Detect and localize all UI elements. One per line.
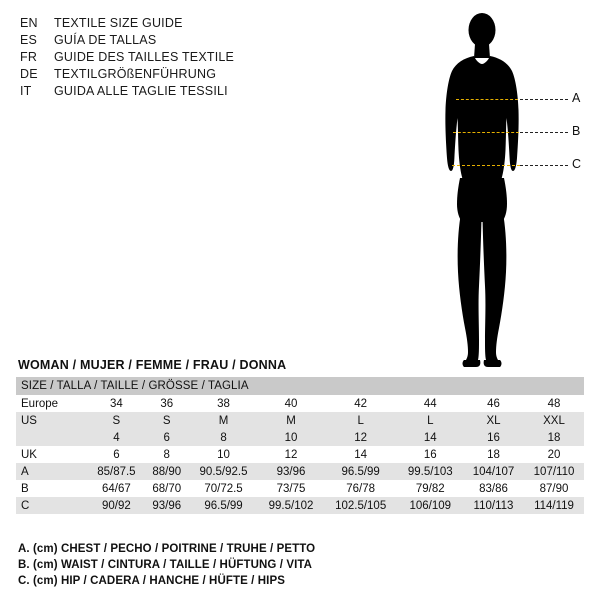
row-label-us-numeric	[16, 429, 88, 446]
language-header-block	[20, 16, 320, 101]
language-code-it: IT	[20, 84, 32, 98]
measure-label-b: B	[572, 124, 581, 138]
language-row-en	[20, 16, 320, 33]
cell: 48	[524, 395, 584, 412]
cell: 4	[88, 429, 145, 446]
cell: 10	[189, 446, 259, 463]
footnotes-block	[18, 541, 578, 589]
cell: 107/110	[524, 463, 584, 480]
footnote-a: A. (cm) CHEST / PECHO / POITRINE / TRUHE / PETTO	[18, 543, 316, 555]
cell: 73/75	[258, 480, 323, 497]
female-silhouette-icon	[400, 8, 590, 373]
language-row-fr	[20, 50, 320, 67]
table-row	[16, 412, 584, 429]
cell: 87/90	[524, 480, 584, 497]
table-row	[16, 497, 584, 514]
language-text-it: GUIDA ALLE TAGLIE TESSILI	[54, 84, 228, 98]
cell: 68/70	[145, 480, 189, 497]
cell: L	[324, 412, 398, 429]
cell: 88/90	[145, 463, 189, 480]
row-label-uk: UK	[16, 446, 88, 463]
measure-line-b-body	[453, 132, 519, 133]
language-text-de: TEXTILGRÖßENFÜHRUNG	[54, 67, 217, 81]
cell: L	[398, 412, 463, 429]
cell: 104/107	[463, 463, 524, 480]
cell: 83/86	[463, 480, 524, 497]
cell: 96.5/99	[189, 497, 259, 514]
size-table	[16, 377, 584, 514]
cell: S	[145, 412, 189, 429]
size-table-wrapper	[16, 377, 584, 514]
language-row-de	[20, 67, 320, 84]
row-label-a: A	[16, 463, 88, 480]
cell: 102.5/105	[324, 497, 398, 514]
measure-line-c-ext	[520, 165, 568, 166]
measure-line-c-body	[452, 165, 520, 166]
cell: 46	[463, 395, 524, 412]
table-header-cell: SIZE / TALLA / TAILLE / GRÖSSE / TAGLIA	[16, 377, 584, 395]
measure-line-a-body	[456, 99, 518, 100]
row-label-b: B	[16, 480, 88, 497]
cell: M	[258, 412, 323, 429]
language-text-es: GUÍA DE TALLAS	[54, 33, 157, 47]
measure-label-c: C	[572, 157, 582, 171]
cell: 6	[88, 446, 145, 463]
cell: 34	[88, 395, 145, 412]
body-figure	[400, 8, 590, 373]
cell: 90.5/92.5	[189, 463, 259, 480]
cell: 8	[189, 429, 259, 446]
cell: 18	[524, 429, 584, 446]
cell: 106/109	[398, 497, 463, 514]
language-code-es: ES	[20, 33, 38, 47]
cell: 76/78	[324, 480, 398, 497]
cell: 16	[398, 446, 463, 463]
row-label-c: C	[16, 497, 88, 514]
cell: 114/119	[524, 497, 584, 514]
cell: 85/87.5	[88, 463, 145, 480]
cell: XXL	[524, 412, 584, 429]
footnote-c: C. (cm) HIP / CADERA / HANCHE / HÜFTE / HIPS	[18, 575, 286, 587]
table-row	[16, 480, 584, 497]
cell: 38	[189, 395, 259, 412]
cell: 99.5/103	[398, 463, 463, 480]
section-title: WOMAN / MUJER / FEMME / FRAU / DONNA	[18, 358, 287, 372]
measure-line-a-ext	[520, 99, 568, 100]
language-code-en: EN	[20, 16, 38, 30]
footnote-b: B. (cm) WAIST / CINTURA / TAILLE / HÜFTUNG / VITA	[18, 559, 313, 571]
cell: 40	[258, 395, 323, 412]
cell: 99.5/102	[258, 497, 323, 514]
cell: 36	[145, 395, 189, 412]
cell: 93/96	[145, 497, 189, 514]
cell: 44	[398, 395, 463, 412]
table-row	[16, 395, 584, 412]
cell: 18	[463, 446, 524, 463]
cell: XL	[463, 412, 524, 429]
cell: 42	[324, 395, 398, 412]
cell: M	[189, 412, 259, 429]
cell: 110/113	[463, 497, 524, 514]
cell: 14	[398, 429, 463, 446]
row-label-europe: Europe	[16, 395, 88, 412]
cell: 20	[524, 446, 584, 463]
measure-line-b-ext	[520, 132, 568, 133]
cell: 79/82	[398, 480, 463, 497]
cell: 90/92	[88, 497, 145, 514]
cell: 70/72.5	[189, 480, 259, 497]
cell: 93/96	[258, 463, 323, 480]
language-code-fr: FR	[20, 50, 38, 64]
cell: 14	[324, 446, 398, 463]
cell: 96.5/99	[324, 463, 398, 480]
cell: 6	[145, 429, 189, 446]
language-text-fr: GUIDE DES TAILLES TEXTILE	[54, 50, 235, 64]
table-row	[16, 429, 584, 446]
row-label-us: US	[16, 412, 88, 429]
cell: S	[88, 412, 145, 429]
measure-label-a: A	[572, 91, 581, 105]
table-header-row	[16, 377, 584, 395]
table-row	[16, 446, 584, 463]
language-row-es	[20, 33, 320, 50]
cell: 10	[258, 429, 323, 446]
language-row-it	[20, 84, 320, 101]
language-code-de: DE	[20, 67, 38, 81]
language-text-en: TEXTILE SIZE GUIDE	[54, 16, 183, 30]
cell: 64/67	[88, 480, 145, 497]
cell: 16	[463, 429, 524, 446]
cell: 12	[258, 446, 323, 463]
cell: 12	[324, 429, 398, 446]
cell: 8	[145, 446, 189, 463]
table-row	[16, 463, 584, 480]
